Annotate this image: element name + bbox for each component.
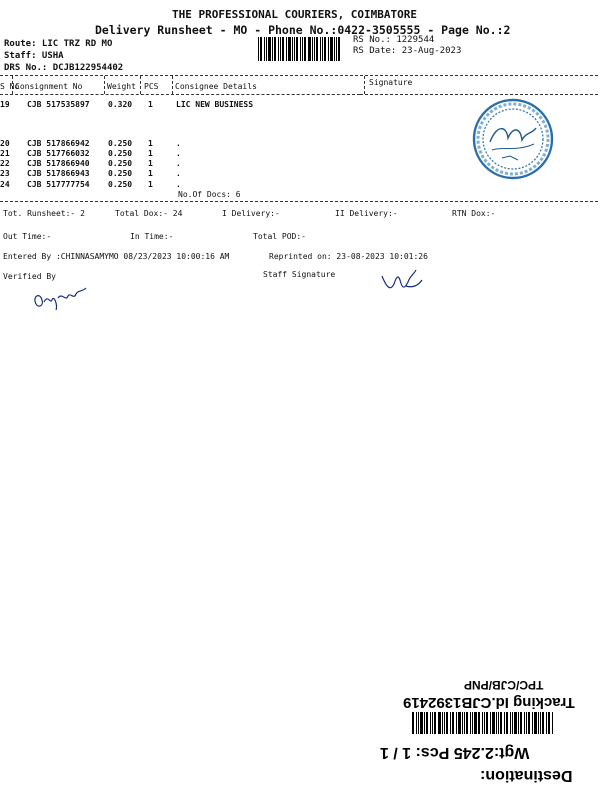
col-header-weight: Weight <box>107 82 136 91</box>
barcode-bar <box>462 712 463 734</box>
company-stamp <box>472 98 554 180</box>
barcode-bar <box>296 37 298 61</box>
table-header-rule-right <box>360 94 598 95</box>
route-text: Route: LIC TRZ RD MO <box>4 39 113 49</box>
ii-delivery: II Delivery:- <box>335 209 398 218</box>
row-sno: 24 <box>0 180 10 189</box>
barcode-bar <box>514 712 517 734</box>
barcode-bar <box>418 712 419 734</box>
no-of-docs: No.Of Docs: 6 <box>178 190 241 199</box>
barcode-bar <box>510 712 511 734</box>
barcode-bar <box>526 712 527 734</box>
row-consignment-no: CJB 517777754 <box>27 180 90 189</box>
row-weight: 0.250 <box>108 180 133 189</box>
barcode-bar <box>548 712 550 734</box>
row-pcs: 1 <box>148 169 153 178</box>
barcode-bar <box>466 712 468 734</box>
in-time: In Time:- <box>130 232 174 241</box>
barcode-bar <box>320 37 321 61</box>
row-consignment-no: CJB 517766032 <box>27 149 90 158</box>
barcode-bar <box>264 37 265 61</box>
barcode-bar <box>412 712 414 734</box>
verified-by-label: Verified By <box>3 272 56 281</box>
barcode-bar <box>324 37 326 61</box>
barcode-bar <box>304 37 306 61</box>
col-header-consignment: Consignment No <box>15 82 83 91</box>
reprinted-on: Reprinted on: 23-08-2023 10:01:26 <box>269 252 428 261</box>
staff-signature <box>378 266 426 298</box>
barcode-bar <box>272 37 273 61</box>
staff-text: Staff: USHA <box>4 51 64 61</box>
barcode-bar <box>258 37 259 61</box>
row-pcs: 1 <box>148 180 153 189</box>
drs-number: DRS No.: DCJB122954402 <box>4 63 124 73</box>
barcode-bar <box>450 712 451 734</box>
barcode-bar <box>300 37 301 61</box>
barcode-bar <box>424 712 425 734</box>
barcode-bar <box>506 712 508 734</box>
barcode-bar <box>434 712 436 734</box>
barcode-bar <box>292 37 293 61</box>
barcode-bar <box>338 37 340 61</box>
barcode-bar <box>464 712 465 734</box>
barcode-bar <box>520 712 522 734</box>
barcode-bar <box>458 712 461 734</box>
rs-date: RS Date: 23-Aug-2023 <box>353 46 462 56</box>
barcode-bar <box>288 37 291 61</box>
row-weight: 0.250 <box>108 169 133 178</box>
label-company: TPC/CJB/PNP <box>464 678 544 692</box>
barcode-bar <box>274 37 276 61</box>
barcode-bar <box>456 712 457 734</box>
barcode-bar <box>334 37 335 61</box>
barcode-bar <box>426 712 428 734</box>
barcode-bar <box>268 37 271 61</box>
verified-signature <box>30 282 92 314</box>
row-pcs: 1 <box>148 149 153 158</box>
barcode-bar <box>280 37 281 61</box>
barcode-bar <box>534 712 537 734</box>
rtn-dox: RTN Dox:- <box>452 209 496 218</box>
col-header-pcs: PCS <box>144 82 159 91</box>
table-header-rule <box>0 94 360 95</box>
out-time: Out Time:- <box>3 232 52 241</box>
barcode-bar <box>532 712 533 734</box>
row-consignee-details: . <box>176 180 181 189</box>
barcode-bar <box>308 37 311 61</box>
label-barcode <box>412 712 592 734</box>
barcode-bar <box>492 712 495 734</box>
barcode-bar <box>294 37 295 61</box>
row-pcs: 1 <box>148 159 153 168</box>
row-consignee-details: . <box>176 159 181 168</box>
rs-number: RS No.: 1229544 <box>353 35 435 45</box>
row-weight: 0.250 <box>108 159 133 168</box>
barcode-bar <box>486 712 488 734</box>
row-consignee-details: . <box>176 139 181 148</box>
table-bottom-rule <box>0 201 598 202</box>
barcode-bar <box>498 712 499 734</box>
barcode-bar <box>260 37 262 61</box>
row-consignment-no: CJB 517535897 <box>27 100 90 109</box>
col-header-consignee: Consignee Details <box>175 82 257 91</box>
row-weight: 0.320 <box>108 100 133 109</box>
row-consignee-details: . <box>176 149 181 158</box>
barcode-bar <box>500 712 502 734</box>
row-sno: 22 <box>0 159 10 168</box>
barcode-bar <box>490 712 491 734</box>
barcode-bar <box>446 712 448 734</box>
staff-signature-label: Staff Signature <box>263 270 336 279</box>
total-dox: Total Dox:- 24 <box>115 209 183 218</box>
barcode-bar <box>474 712 477 734</box>
row-consignee-details: LIC NEW BUSINESS <box>176 100 254 109</box>
row-pcs: 1 <box>148 139 153 148</box>
row-sno: 23 <box>0 169 10 178</box>
barcode-bar <box>524 712 525 734</box>
row-consignment-no: CJB 517866940 <box>27 159 90 168</box>
barcode-bar <box>416 712 417 734</box>
barcode-bar <box>482 712 483 734</box>
barcode-bar <box>540 712 541 734</box>
entered-by: Entered By :CHINNASAMYMO 08/23/2023 10:00:16 AM <box>3 252 230 261</box>
row-sno: 19 <box>0 100 10 109</box>
barcode-bar <box>282 37 284 61</box>
barcode-bar <box>470 712 471 734</box>
barcode-bar <box>538 712 539 734</box>
row-sno: 21 <box>0 149 10 158</box>
label-weight-pcs: Wgt:2.245 Pcs: 1 / 1 <box>380 744 530 761</box>
barcode-bar <box>542 712 544 734</box>
label-tracking: Tracking Id.CJB1392419 <box>403 694 575 711</box>
row-sno: 20 <box>0 139 10 148</box>
barcode-bar <box>420 712 423 734</box>
row-weight: 0.250 <box>108 139 133 148</box>
barcode-bar <box>452 712 454 734</box>
barcode-bar <box>518 712 519 734</box>
barcode-bar <box>478 712 480 734</box>
barcode-bar <box>432 712 433 734</box>
row-pcs: 1 <box>148 100 153 109</box>
barcode-bar <box>312 37 313 61</box>
total-pod: Total POD:- <box>253 232 306 241</box>
barcode-bar <box>528 712 530 734</box>
barcode-bar <box>328 37 329 61</box>
barcode-bar <box>322 37 323 61</box>
barcode-bar <box>496 712 497 734</box>
col-divider <box>104 76 105 94</box>
barcode-bar <box>512 712 513 734</box>
barcode-bar <box>444 712 445 734</box>
barcode-bar <box>472 712 473 734</box>
col-header-sno: S No <box>0 82 20 91</box>
col-divider <box>172 76 173 94</box>
col-divider <box>140 76 141 94</box>
row-consignment-no: CJB 517866942 <box>27 139 90 148</box>
row-consignment-no: CJB 517866943 <box>27 169 90 178</box>
barcode-bar <box>430 712 431 734</box>
barcode-bar <box>504 712 505 734</box>
barcode-bar <box>484 712 485 734</box>
barcode-bar <box>552 712 553 734</box>
barcode-bar <box>546 712 547 734</box>
barcode-bar <box>302 37 303 61</box>
barcode-bar <box>286 37 287 61</box>
label-destination: Destination: <box>480 767 573 784</box>
barcode-bar <box>278 37 279 61</box>
col-header-signature: Signature <box>369 78 413 87</box>
table-top-rule <box>0 75 598 76</box>
barcode-bar <box>314 37 315 61</box>
barcode-bar <box>442 712 443 734</box>
barcode <box>258 37 347 61</box>
runsheet-title: Delivery Runsheet - MO - Phone No.:0422-3505555 - Page No.:2 <box>95 23 511 37</box>
barcode-bar <box>336 37 337 61</box>
barcode-bar <box>316 37 318 61</box>
col-divider <box>364 76 365 94</box>
row-weight: 0.250 <box>108 149 133 158</box>
i-delivery: I Delivery:- <box>222 209 280 218</box>
barcode-bar <box>330 37 333 61</box>
company-title: THE PROFESSIONAL COURIERS, COIMBATORE <box>172 8 418 21</box>
barcode-bar <box>438 712 441 734</box>
row-consignee-details: . <box>176 169 181 178</box>
barcode-bar <box>266 37 267 61</box>
tot-runsheet: Tot. Runsheet:- 2 <box>3 209 85 218</box>
